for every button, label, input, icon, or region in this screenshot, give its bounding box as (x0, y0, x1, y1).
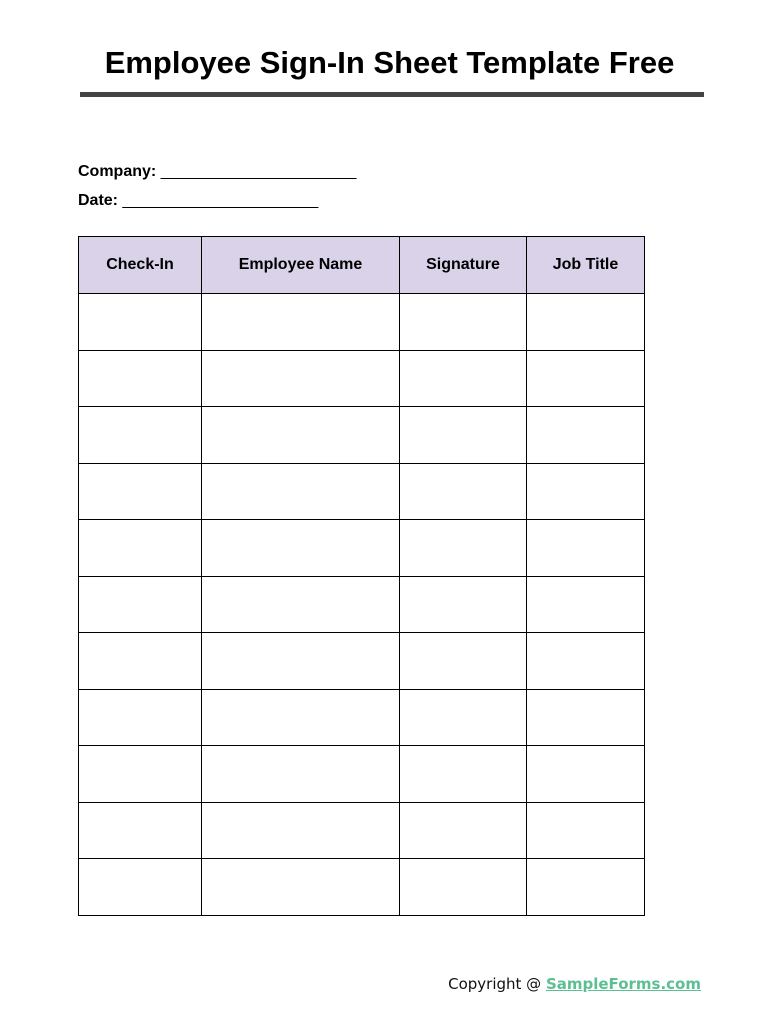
cell-check-in[interactable] (79, 633, 202, 690)
cell-check-in[interactable] (79, 350, 202, 407)
table-row (79, 463, 645, 520)
company-blank-line[interactable]: ______________________ (160, 163, 357, 180)
cell-signature[interactable] (400, 633, 527, 690)
cell-job-title[interactable] (527, 689, 645, 746)
title-divider (80, 92, 704, 97)
table-row (79, 576, 645, 633)
table-row (79, 802, 645, 859)
table-row (79, 859, 645, 916)
copyright-text: Copyright @ (448, 975, 546, 993)
cell-signature[interactable] (400, 407, 527, 464)
cell-job-title[interactable] (527, 746, 645, 803)
date-blank-line[interactable]: ______________________ (122, 192, 319, 209)
cell-employee-name[interactable] (202, 859, 400, 916)
table-row (79, 746, 645, 803)
date-field (78, 191, 318, 211)
cell-signature[interactable] (400, 463, 527, 520)
table-header-row (79, 237, 645, 294)
cell-job-title[interactable] (527, 407, 645, 464)
cell-job-title[interactable] (527, 350, 645, 407)
cell-signature[interactable] (400, 802, 527, 859)
cell-check-in[interactable] (79, 520, 202, 577)
table-row (79, 294, 645, 351)
cell-job-title[interactable] (527, 520, 645, 577)
cell-check-in[interactable] (79, 294, 202, 351)
cell-check-in[interactable] (79, 802, 202, 859)
cell-signature[interactable] (400, 689, 527, 746)
column-header-check-in: Check-In (79, 237, 202, 294)
column-header-signature: Signature (400, 237, 527, 294)
table-body (79, 294, 645, 916)
cell-signature[interactable] (400, 859, 527, 916)
cell-employee-name[interactable] (202, 576, 400, 633)
cell-employee-name[interactable] (202, 689, 400, 746)
table-row (79, 633, 645, 690)
cell-signature[interactable] (400, 294, 527, 351)
footer-copyright (448, 974, 701, 994)
table-row (79, 350, 645, 407)
cell-job-title[interactable] (527, 463, 645, 520)
cell-check-in[interactable] (79, 746, 202, 803)
table-row (79, 689, 645, 746)
cell-employee-name[interactable] (202, 802, 400, 859)
cell-employee-name[interactable] (202, 350, 400, 407)
column-header-employee-name: Employee Name (202, 237, 400, 294)
table-row (79, 520, 645, 577)
sign-in-table (78, 236, 645, 916)
cell-signature[interactable] (400, 520, 527, 577)
cell-job-title[interactable] (527, 294, 645, 351)
cell-employee-name[interactable] (202, 294, 400, 351)
cell-employee-name[interactable] (202, 463, 400, 520)
company-field (78, 162, 356, 182)
cell-employee-name[interactable] (202, 633, 400, 690)
sampleforms-link[interactable]: SampleForms.com (545, 975, 701, 993)
column-header-job-title: Job Title (527, 237, 645, 294)
cell-check-in[interactable] (79, 463, 202, 520)
cell-job-title[interactable] (527, 633, 645, 690)
cell-job-title[interactable] (527, 802, 645, 859)
cell-signature[interactable] (400, 576, 527, 633)
cell-check-in[interactable] (79, 859, 202, 916)
cell-employee-name[interactable] (202, 407, 400, 464)
cell-employee-name[interactable] (202, 520, 400, 577)
cell-signature[interactable] (400, 746, 527, 803)
document-title: Employee Sign-In Sheet Template Free (104, 45, 675, 80)
cell-check-in[interactable] (79, 407, 202, 464)
cell-check-in[interactable] (79, 689, 202, 746)
company-label: Company: (78, 163, 157, 180)
cell-employee-name[interactable] (202, 746, 400, 803)
cell-job-title[interactable] (527, 576, 645, 633)
table-row (79, 407, 645, 464)
cell-job-title[interactable] (527, 859, 645, 916)
cell-check-in[interactable] (79, 576, 202, 633)
cell-signature[interactable] (400, 350, 527, 407)
date-label: Date: (78, 192, 119, 209)
